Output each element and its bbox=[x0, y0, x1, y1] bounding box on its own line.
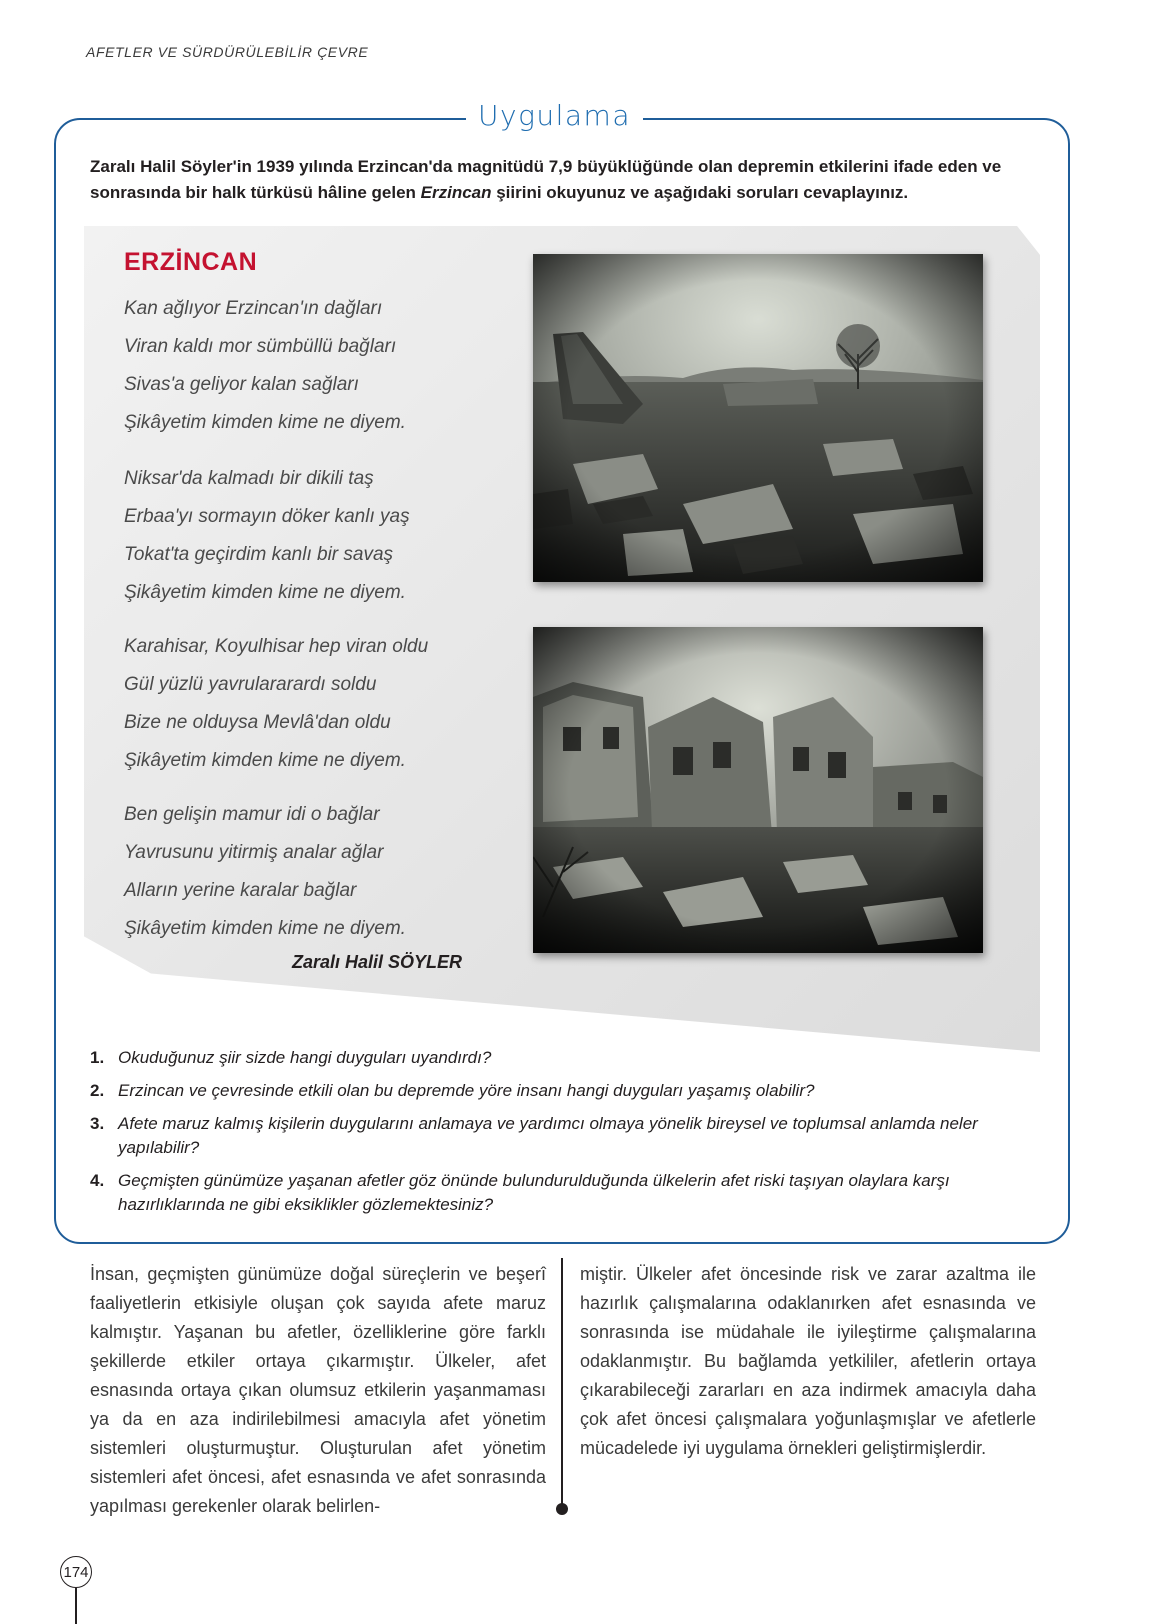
intro-text-part-1: Zaralı Halil Söyler'in 1939 yılında Erzincan'da magnitüdü 7,9 büyüklüğünde olan depremin etkilerini ifade eden ve sonrasında bir halk türküsü hâline gelen bbox=[90, 157, 1002, 202]
poem-stanza-4 bbox=[124, 796, 406, 948]
intro-poem-name: Erzincan bbox=[420, 183, 492, 202]
application-intro bbox=[90, 154, 1040, 206]
ruined-buildings-photo bbox=[533, 627, 983, 953]
question-item bbox=[90, 1169, 1030, 1217]
application-title-wrap bbox=[466, 95, 643, 135]
poem-title: ERZİNCAN bbox=[124, 248, 258, 276]
poem-line: Tokat'ta geçirdim kanlı bir savaş bbox=[124, 544, 394, 565]
column-divider bbox=[561, 1258, 563, 1508]
question-item bbox=[90, 1112, 1030, 1160]
body-text-right-column: miştir. Ülkeler afet öncesinde risk ve zarar azaltma ile hazırlık çalışmalarına odaklanırken afet esnasında ve sonrasında ise müdahale ile iyileştirme çalışmalarına odaklanmıştır. Bu bağlamda yetkililer, afetlerin ortaya çıkarabileceği zararları en aza indirmek amacıyla daha çok afet öncesi çalışmalara yoğunlaşmışlar ve afetlerle mücadelede iyi uygulama örnekleri geliştirmişlerdir. bbox=[580, 1264, 1036, 1458]
question-number: 3. bbox=[90, 1114, 105, 1133]
poem-author: Zaralı Halil SÖYLER bbox=[292, 952, 463, 972]
poem-line: Sivas'a geliyor kalan sağları bbox=[124, 374, 359, 395]
question-text: Okuduğunuz şiir sizde hangi duyguları uyandırdı? bbox=[118, 1048, 492, 1067]
column-divider-dot bbox=[556, 1503, 568, 1515]
page-number-badge bbox=[60, 1556, 92, 1588]
running-header: AFETLER VE SÜRDÜRÜLEBİLİR ÇEVRE bbox=[86, 44, 369, 60]
question-text: Afete maruz kalmış kişilerin duygularını anlamaya ve yardımcı olmaya yönelik bireysel ve toplumsal anlamda neler yapılabilir? bbox=[118, 1114, 978, 1157]
earthquake-rubble-photo bbox=[533, 254, 983, 582]
application-title: Uygulama bbox=[478, 98, 631, 132]
question-number: 1. bbox=[90, 1048, 105, 1067]
poem-line: Viran kaldı mor sümbüllü bağları bbox=[124, 336, 397, 357]
question-item bbox=[90, 1046, 1030, 1070]
poem-line: Şikâyetim kimden kime ne diyem. bbox=[124, 582, 406, 603]
question-list bbox=[90, 1046, 1030, 1226]
body-text-left-column: İnsan, geçmişten günümüze doğal süreçlerin ve beşerî faaliyetlerin etkisiyle oluşan çok sayıda afete maruz kalmıştır. Yaşanan bu afetler, özelliklerine göre farklı şekillerde etkiler ortaya çıkarmıştır. Ülkeler, afet esnasında ortaya çıkan olumsuz etkilerin yaşanmaması ya da en aza indirilebilmesi amacıyla afet yönetim sistemleri oluşturmuştur. Oluşturulan afet yönetim sistemleri afet öncesi, afet esnasında ve afet sonrasında yapılması gerekenler olarak belirlen- bbox=[90, 1264, 546, 1516]
question-item bbox=[90, 1079, 1030, 1103]
poem-line: Gül yüzlü yavrulararardı soldu bbox=[124, 674, 377, 695]
poem-line: Erbaa'yı sormayın döker kanlı yaş bbox=[124, 506, 410, 527]
poem-line: Şikâyetim kimden kime ne diyem. bbox=[124, 918, 406, 939]
poem-stanza-1 bbox=[124, 290, 406, 442]
question-text: Erzincan ve çevresinde etkili olan bu depremde yöre insanı hangi duyguları yaşamış olabilir? bbox=[118, 1081, 815, 1100]
poem-line: Bize ne olduysa Mevlâ'dan oldu bbox=[124, 712, 391, 733]
poem-line: Niksar'da kalmadı bir dikili taş bbox=[124, 468, 374, 489]
poem-stanza-2 bbox=[124, 460, 410, 612]
poem-line: Şikâyetim kimden kime ne diyem. bbox=[124, 750, 406, 771]
intro-text-part-2: şiirini okuyunuz ve aşağıdaki soruları cevaplayınız. bbox=[491, 183, 909, 202]
question-text: Geçmişten günümüze yaşanan afetler göz önünde bulundurulduğunda ülkelerin afet riski taşıyan olaylara karşı hazırlıklarında ne gibi eksiklikler gözlemektesiniz? bbox=[118, 1171, 950, 1214]
poem-line: Karahisar, Koyulhisar hep viran oldu bbox=[124, 636, 429, 657]
poem-line: Ben gelişin mamur idi o bağlar bbox=[124, 804, 380, 825]
page-number-line bbox=[75, 1588, 77, 1624]
page-number: 174 bbox=[63, 1563, 89, 1581]
poem-line: Şikâyetim kimden kime ne diyem. bbox=[124, 412, 406, 433]
poem-line: Kan ağlıyor Erzincan'ın dağları bbox=[124, 298, 383, 319]
poem-line: Yavrusunu yitirmiş analar ağlar bbox=[124, 842, 384, 863]
poem-stanza-3 bbox=[124, 628, 428, 780]
question-number: 4. bbox=[90, 1171, 105, 1190]
question-number: 2. bbox=[90, 1081, 105, 1100]
poem-line: Alların yerine karalar bağlar bbox=[124, 880, 357, 901]
